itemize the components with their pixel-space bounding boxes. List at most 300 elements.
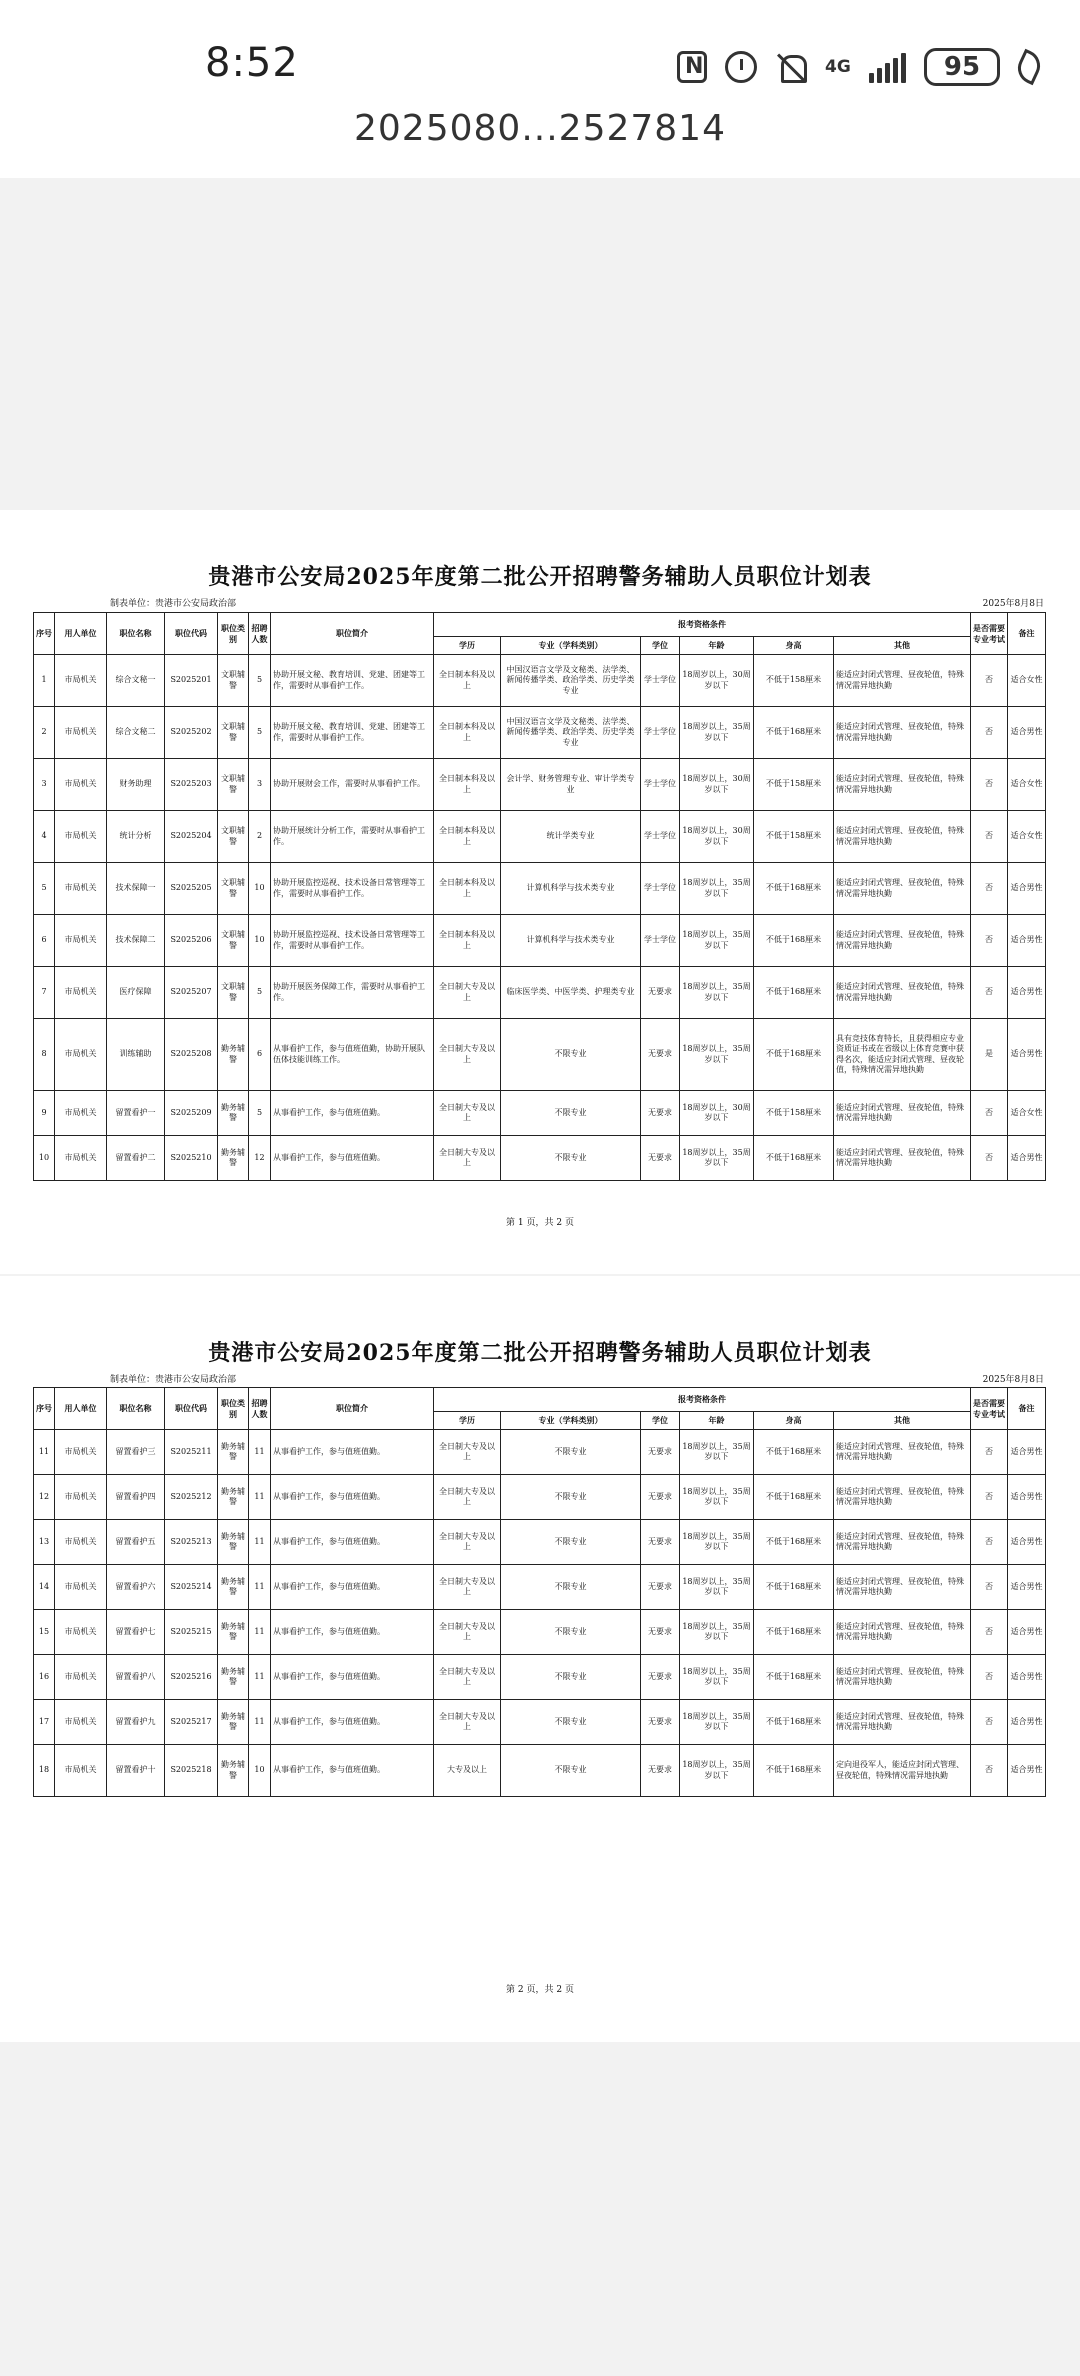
cell-age: 18周岁以上，35周岁以下: [680, 1019, 754, 1091]
cell-code: S2025218: [165, 1745, 218, 1797]
cell-education: 全日制本科及以上: [434, 811, 501, 863]
table-row: [34, 967, 1046, 1019]
viewer-background: [0, 178, 1080, 508]
signal-icon: [869, 51, 906, 83]
cell-education: 全日制大专及以上: [434, 1475, 501, 1520]
cell-major: 不限专业: [501, 1430, 641, 1475]
mute-icon: [775, 51, 807, 83]
cell-remark: 适合男性: [1008, 1136, 1046, 1181]
header-height: 身高: [754, 1412, 834, 1430]
cell-seq: 4: [34, 811, 55, 863]
cell-remark: 适合女性: [1008, 1091, 1046, 1136]
cell-major: 不限专业: [501, 1610, 641, 1655]
cell-code: S2025210: [165, 1136, 218, 1181]
cell-exam: 否: [971, 1430, 1008, 1475]
cell-education: 全日制大专及以上: [434, 1091, 501, 1136]
cell-age: 18周岁以上，35周岁以下: [680, 967, 754, 1019]
cell-major: 不限专业: [501, 1520, 641, 1565]
cell-category: 勤务辅警: [218, 1430, 249, 1475]
cell-category: 文职辅警: [218, 707, 249, 759]
cell-name: 技术保障一: [107, 863, 165, 915]
cell-seq: 7: [34, 967, 55, 1019]
cell-category: 勤务辅警: [218, 1520, 249, 1565]
cell-other: 能适应封闭式管理、昼夜轮值，特殊情况需异地执勤: [834, 863, 971, 915]
table-row: [34, 1136, 1046, 1181]
header-intro: 职位简介: [271, 613, 434, 655]
cell-seq: 9: [34, 1091, 55, 1136]
cell-other: 能适应封闭式管理、昼夜轮值，特殊情况需异地执勤: [834, 759, 971, 811]
cell-remark: 适合男性: [1008, 1520, 1046, 1565]
header-employer: 用人单位: [55, 1388, 107, 1430]
cell-exam: 否: [971, 915, 1008, 967]
table-row: [34, 915, 1046, 967]
table-row: [34, 863, 1046, 915]
cell-intro: 协助开展文秘、教育培训、党建、团建等工作，需要时从事看护工作。: [271, 655, 434, 707]
document-page-1: [0, 510, 1080, 1274]
cell-height: 不低于158厘米: [754, 811, 834, 863]
cell-degree: 无要求: [641, 1430, 680, 1475]
cell-education: 全日制本科及以上: [434, 655, 501, 707]
cell-employer: 市局机关: [55, 1745, 107, 1797]
cell-name: 训练辅助: [107, 1019, 165, 1091]
cell-count: 2: [249, 811, 271, 863]
table-row: [34, 1565, 1046, 1610]
cell-intro: 从事看护工作，参与值班值勤。: [271, 1430, 434, 1475]
cell-count: 10: [249, 1745, 271, 1797]
cell-height: 不低于168厘米: [754, 1430, 834, 1475]
cell-intro: 从事看护工作，参与值班值勤。: [271, 1091, 434, 1136]
cell-other: 能适应封闭式管理、昼夜轮值，特殊情况需异地执勤: [834, 655, 971, 707]
cell-education: 全日制本科及以上: [434, 915, 501, 967]
cell-education: 全日制大专及以上: [434, 1019, 501, 1091]
cell-seq: 11: [34, 1430, 55, 1475]
cell-remark: 适合男性: [1008, 1430, 1046, 1475]
cell-count: 11: [249, 1475, 271, 1520]
cell-employer: 市局机关: [55, 1520, 107, 1565]
cell-age: 18周岁以上，30周岁以下: [680, 811, 754, 863]
battery-icon: 95: [924, 48, 1000, 86]
cell-degree: 学士学位: [641, 811, 680, 863]
cell-employer: 市局机关: [55, 1700, 107, 1745]
header-remark: 备注: [1008, 613, 1046, 655]
cell-count: 11: [249, 1700, 271, 1745]
cell-count: 6: [249, 1019, 271, 1091]
viewer-background: [0, 2042, 1080, 2376]
cell-name: 留置看护一: [107, 1091, 165, 1136]
cell-employer: 市局机关: [55, 707, 107, 759]
header-requirements: 报考资格条件: [434, 1388, 971, 1412]
cell-degree: 无要求: [641, 1019, 680, 1091]
cell-code: S2025204: [165, 811, 218, 863]
cell-seq: 17: [34, 1700, 55, 1745]
cell-seq: 16: [34, 1655, 55, 1700]
issuing-unit: 制表单位：贵港市公安局政治部: [110, 599, 237, 609]
document-page-2: [0, 1276, 1080, 2042]
header-intro: 职位简介: [271, 1388, 434, 1430]
cell-other: 能适应封闭式管理、昼夜轮值，特殊情况需异地执勤: [834, 707, 971, 759]
cell-education: 全日制大专及以上: [434, 1610, 501, 1655]
cell-age: 18周岁以上，35周岁以下: [680, 707, 754, 759]
cell-exam: 是: [971, 1019, 1008, 1091]
header-position-code: 职位代码: [165, 1388, 218, 1430]
cell-name: 统计分析: [107, 811, 165, 863]
cell-name: 综合文秘一: [107, 655, 165, 707]
cell-remark: 适合男性: [1008, 707, 1046, 759]
cell-height: 不低于158厘米: [754, 655, 834, 707]
cell-age: 18周岁以上，35周岁以下: [680, 1430, 754, 1475]
cell-employer: 市局机关: [55, 863, 107, 915]
header-count: 招聘人数: [249, 1388, 271, 1430]
cell-category: 文职辅警: [218, 759, 249, 811]
cell-name: 留置看护五: [107, 1520, 165, 1565]
document-title: 贵港市公安局2025年度第二批公开招聘警务辅助人员职位计划表: [208, 1340, 872, 1366]
cell-count: 3: [249, 759, 271, 811]
cell-age: 18周岁以上，35周岁以下: [680, 1520, 754, 1565]
cell-major: 临床医学类、中医学类、护理类专业: [501, 967, 641, 1019]
cell-name: 留置看护七: [107, 1610, 165, 1655]
header-employer: 用人单位: [55, 613, 107, 655]
cell-major: 计算机科学与技术类专业: [501, 915, 641, 967]
cell-employer: 市局机关: [55, 1655, 107, 1700]
cell-seq: 2: [34, 707, 55, 759]
cell-remark: 适合男性: [1008, 915, 1046, 967]
cell-major: 不限专业: [501, 1019, 641, 1091]
leaf-icon: [1013, 49, 1046, 85]
table-row: [34, 1520, 1046, 1565]
header-seq: 序号: [34, 1388, 55, 1430]
cell-other: 能适应封闭式管理、昼夜轮值，特殊情况需异地执勤: [834, 1520, 971, 1565]
cell-remark: 适合男性: [1008, 1745, 1046, 1797]
header-exam: 是否需要专业考试: [971, 613, 1008, 655]
cell-seq: 14: [34, 1565, 55, 1610]
position-table: [33, 612, 1046, 1181]
cell-count: 5: [249, 967, 271, 1019]
table-row: [34, 1700, 1046, 1745]
cell-code: S2025209: [165, 1091, 218, 1136]
header-age: 年龄: [680, 1412, 754, 1430]
cell-intro: 从事看护工作，参与值班值勤。: [271, 1655, 434, 1700]
header-major: 专业（学科类别）: [501, 1412, 641, 1430]
page-footer: 第 1 页，共 2 页: [506, 1218, 574, 1228]
header-category: 职位类别: [218, 613, 249, 655]
cell-code: S2025206: [165, 915, 218, 967]
cell-count: 11: [249, 1520, 271, 1565]
cell-major: 不限专业: [501, 1655, 641, 1700]
cell-intro: 从事看护工作，参与值班值勤。: [271, 1475, 434, 1520]
cell-education: 全日制大专及以上: [434, 1430, 501, 1475]
cell-name: 留置看护三: [107, 1430, 165, 1475]
cell-count: 11: [249, 1565, 271, 1610]
cell-code: S2025205: [165, 863, 218, 915]
cell-intro: 协助开展统计分析工作，需要时从事看护工作。: [271, 811, 434, 863]
cell-exam: 否: [971, 863, 1008, 915]
cell-exam: 否: [971, 1610, 1008, 1655]
cell-intro: 从事看护工作，参与值班值勤，协助开展队伍体技能训练工作。: [271, 1019, 434, 1091]
cell-other: 具有竞技体育特长，且获得相应专业资质证书或在省级以上体育竞赛中获得名次，能适应封闭式管理、昼夜轮值，特殊情况需异地执勤: [834, 1019, 971, 1091]
header-other: 其他: [834, 637, 971, 655]
cell-name: 留置看护八: [107, 1655, 165, 1700]
cell-remark: 适合女性: [1008, 655, 1046, 707]
cell-count: 10: [249, 915, 271, 967]
cell-count: 11: [249, 1655, 271, 1700]
cell-category: 勤务辅警: [218, 1136, 249, 1181]
cell-code: S2025213: [165, 1520, 218, 1565]
cell-employer: 市局机关: [55, 1136, 107, 1181]
cell-name: 留置看护十: [107, 1745, 165, 1797]
cell-education: 大专及以上: [434, 1745, 501, 1797]
cell-degree: 学士学位: [641, 863, 680, 915]
table-row: [34, 707, 1046, 759]
cell-exam: 否: [971, 1745, 1008, 1797]
cell-major: 会计学、财务管理专业、审计学类专业: [501, 759, 641, 811]
document-title: 贵港市公安局2025年度第二批公开招聘警务辅助人员职位计划表: [208, 564, 872, 590]
cell-employer: 市局机关: [55, 1565, 107, 1610]
cell-seq: 10: [34, 1136, 55, 1181]
cell-seq: 1: [34, 655, 55, 707]
cell-other: 能适应封闭式管理、昼夜轮值，特殊情况需异地执勤: [834, 1091, 971, 1136]
cell-code: S2025212: [165, 1475, 218, 1520]
cell-other: 能适应封闭式管理、昼夜轮值，特殊情况需异地执勤: [834, 1700, 971, 1745]
cell-category: 文职辅警: [218, 967, 249, 1019]
cell-height: 不低于168厘米: [754, 1565, 834, 1610]
header-exam: 是否需要专业考试: [971, 1388, 1008, 1430]
cell-intro: 从事看护工作，参与值班值勤。: [271, 1136, 434, 1181]
cell-name: 留置看护四: [107, 1475, 165, 1520]
cell-major: 不限专业: [501, 1136, 641, 1181]
cell-degree: 无要求: [641, 1610, 680, 1655]
cell-exam: 否: [971, 1565, 1008, 1610]
table-row: [34, 1475, 1046, 1520]
status-time: 8:52: [205, 40, 299, 86]
cell-remark: 适合男性: [1008, 1700, 1046, 1745]
cell-exam: 否: [971, 1091, 1008, 1136]
cell-intro: 从事看护工作，参与值班值勤。: [271, 1745, 434, 1797]
cell-name: 留置看护九: [107, 1700, 165, 1745]
cell-seq: 6: [34, 915, 55, 967]
cell-employer: 市局机关: [55, 1019, 107, 1091]
cell-other: 能适应封闭式管理、昼夜轮值，特殊情况需异地执勤: [834, 1610, 971, 1655]
cell-exam: 否: [971, 759, 1008, 811]
cell-employer: 市局机关: [55, 915, 107, 967]
status-bar: [0, 0, 1080, 118]
cell-name: 财务助理: [107, 759, 165, 811]
cell-degree: 无要求: [641, 967, 680, 1019]
cell-other: 定向退役军人，能适应封闭式管理、昼夜轮值，特殊情况需异地执勤: [834, 1745, 971, 1797]
cell-exam: 否: [971, 707, 1008, 759]
cell-major: 不限专业: [501, 1745, 641, 1797]
header-education: 学历: [434, 637, 501, 655]
cell-intro: 从事看护工作，参与值班值勤。: [271, 1700, 434, 1745]
cell-education: 全日制大专及以上: [434, 1655, 501, 1700]
table-row: [34, 1430, 1046, 1475]
cell-employer: 市局机关: [55, 811, 107, 863]
cell-degree: 无要求: [641, 1520, 680, 1565]
cell-category: 文职辅警: [218, 655, 249, 707]
cell-employer: 市局机关: [55, 1610, 107, 1655]
alarm-icon: [725, 51, 757, 83]
cell-education: 全日制大专及以上: [434, 1520, 501, 1565]
cell-remark: 适合男性: [1008, 1019, 1046, 1091]
table-body-page-1: [34, 655, 1046, 1181]
cell-name: 综合文秘二: [107, 707, 165, 759]
cell-seq: 3: [34, 759, 55, 811]
cell-seq: 8: [34, 1019, 55, 1091]
cell-age: 18周岁以上，30周岁以下: [680, 655, 754, 707]
cell-code: S2025201: [165, 655, 218, 707]
header-education: 学历: [434, 1412, 501, 1430]
cell-major: 中国汉语言文学及文秘类、法学类、新闻传播学类、政治学类、历史学类专业: [501, 707, 641, 759]
cell-intro: 协助开展监控巡视、技术设备日常管理等工作，需要时从事看护工作。: [271, 915, 434, 967]
cell-major: 不限专业: [501, 1091, 641, 1136]
header-category: 职位类别: [218, 1388, 249, 1430]
header-age: 年龄: [680, 637, 754, 655]
cell-employer: 市局机关: [55, 1091, 107, 1136]
cell-name: 留置看护六: [107, 1565, 165, 1610]
cell-count: 5: [249, 655, 271, 707]
header-position-name: 职位名称: [107, 613, 165, 655]
cell-remark: 适合男性: [1008, 863, 1046, 915]
cell-height: 不低于168厘米: [754, 707, 834, 759]
cell-employer: 市局机关: [55, 655, 107, 707]
status-icons: [677, 48, 1040, 86]
cell-exam: 否: [971, 811, 1008, 863]
cell-degree: 无要求: [641, 1565, 680, 1610]
cell-height: 不低于168厘米: [754, 1655, 834, 1700]
cell-height: 不低于168厘米: [754, 1019, 834, 1091]
file-name[interactable]: 2025080...2527814: [354, 108, 726, 149]
cell-code: S2025214: [165, 1565, 218, 1610]
header-position-code: 职位代码: [165, 613, 218, 655]
cell-other: 能适应封闭式管理、昼夜轮值，特殊情况需异地执勤: [834, 1565, 971, 1610]
cell-intro: 从事看护工作，参与值班值勤。: [271, 1565, 434, 1610]
cell-age: 18周岁以上，35周岁以下: [680, 1610, 754, 1655]
cell-count: 11: [249, 1610, 271, 1655]
cell-other: 能适应封闭式管理、昼夜轮值，特殊情况需异地执勤: [834, 1655, 971, 1700]
cell-code: S2025217: [165, 1700, 218, 1745]
cell-remark: 适合男性: [1008, 967, 1046, 1019]
cell-code: S2025215: [165, 1610, 218, 1655]
cell-education: 全日制本科及以上: [434, 759, 501, 811]
cell-degree: 学士学位: [641, 655, 680, 707]
cell-category: 文职辅警: [218, 863, 249, 915]
cell-degree: 无要求: [641, 1745, 680, 1797]
table-row: [34, 1655, 1046, 1700]
cell-height: 不低于168厘米: [754, 1136, 834, 1181]
cell-remark: 适合男性: [1008, 1655, 1046, 1700]
cell-age: 18周岁以上，35周岁以下: [680, 1475, 754, 1520]
header-seq: 序号: [34, 613, 55, 655]
cell-major: 中国汉语言文学及文秘类、法学类、新闻传播学类、政治学类、历史学类专业: [501, 655, 641, 707]
cell-category: 勤务辅警: [218, 1091, 249, 1136]
cell-height: 不低于168厘米: [754, 1745, 834, 1797]
document-date: 2025年8月8日: [982, 599, 1044, 609]
cell-height: 不低于168厘米: [754, 1475, 834, 1520]
cell-seq: 12: [34, 1475, 55, 1520]
cell-count: 12: [249, 1136, 271, 1181]
cell-employer: 市局机关: [55, 1475, 107, 1520]
cell-count: 5: [249, 707, 271, 759]
nfc-icon: [677, 51, 707, 83]
header-count: 招聘人数: [249, 613, 271, 655]
cell-other: 能适应封闭式管理、昼夜轮值，特殊情况需异地执勤: [834, 1475, 971, 1520]
cell-age: 18周岁以上，30周岁以下: [680, 1091, 754, 1136]
cell-category: 勤务辅警: [218, 1610, 249, 1655]
cell-code: S2025202: [165, 707, 218, 759]
cell-name: 医疗保障: [107, 967, 165, 1019]
cell-exam: 否: [971, 1655, 1008, 1700]
cell-remark: 适合男性: [1008, 1610, 1046, 1655]
cell-seq: 15: [34, 1610, 55, 1655]
cell-age: 18周岁以上，35周岁以下: [680, 1655, 754, 1700]
cell-intro: 协助开展文秘、教育培训、党建、团建等工作，需要时从事看护工作。: [271, 707, 434, 759]
cell-intro: 协助开展财会工作，需要时从事看护工作。: [271, 759, 434, 811]
cell-degree: 无要求: [641, 1655, 680, 1700]
cell-other: 能适应封闭式管理、昼夜轮值，特殊情况需异地执勤: [834, 811, 971, 863]
cell-major: 统计学类专业: [501, 811, 641, 863]
cell-code: S2025203: [165, 759, 218, 811]
cell-category: 文职辅警: [218, 915, 249, 967]
cell-height: 不低于168厘米: [754, 863, 834, 915]
table-row: [34, 1745, 1046, 1797]
cell-intro: 从事看护工作，参与值班值勤。: [271, 1520, 434, 1565]
header-degree: 学位: [641, 1412, 680, 1430]
cell-education: 全日制本科及以上: [434, 707, 501, 759]
cell-height: 不低于168厘米: [754, 915, 834, 967]
cell-category: 勤务辅警: [218, 1745, 249, 1797]
cell-major: 不限专业: [501, 1565, 641, 1610]
cell-education: 全日制本科及以上: [434, 863, 501, 915]
cell-employer: 市局机关: [55, 1430, 107, 1475]
cell-height: 不低于168厘米: [754, 1520, 834, 1565]
cell-category: 文职辅警: [218, 811, 249, 863]
cell-category: 勤务辅警: [218, 1655, 249, 1700]
cell-degree: 无要求: [641, 1700, 680, 1745]
cell-degree: 无要求: [641, 1475, 680, 1520]
table-body-page-2: [34, 1430, 1046, 1797]
cell-intro: 协助开展医务保障工作，需要时从事看护工作。: [271, 967, 434, 1019]
issuing-unit: 制表单位：贵港市公安局政治部: [110, 1375, 237, 1385]
header-height: 身高: [754, 637, 834, 655]
cell-seq: 13: [34, 1520, 55, 1565]
cell-count: 5: [249, 1091, 271, 1136]
cell-age: 18周岁以上，35周岁以下: [680, 915, 754, 967]
file-title-bar: [0, 108, 1080, 178]
cell-height: 不低于168厘米: [754, 1700, 834, 1745]
cell-degree: 无要求: [641, 1136, 680, 1181]
cell-education: 全日制大专及以上: [434, 967, 501, 1019]
header-major: 专业（学科类别）: [501, 637, 641, 655]
table-row: [34, 1091, 1046, 1136]
cell-degree: 学士学位: [641, 707, 680, 759]
cell-remark: 适合女性: [1008, 759, 1046, 811]
cell-exam: 否: [971, 1520, 1008, 1565]
header-degree: 学位: [641, 637, 680, 655]
cell-exam: 否: [971, 1136, 1008, 1181]
table-row: [34, 655, 1046, 707]
cell-remark: 适合男性: [1008, 1565, 1046, 1610]
cell-code: S2025208: [165, 1019, 218, 1091]
cell-education: 全日制大专及以上: [434, 1136, 501, 1181]
cell-category: 勤务辅警: [218, 1019, 249, 1091]
cell-intro: 协助开展监控巡视、技术设备日常管理等工作，需要时从事看护工作。: [271, 863, 434, 915]
table-row: [34, 1019, 1046, 1091]
document-date: 2025年8月8日: [982, 1375, 1044, 1385]
cell-name: 留置看护二: [107, 1136, 165, 1181]
cell-age: 18周岁以上，30周岁以下: [680, 759, 754, 811]
cell-major: 不限专业: [501, 1700, 641, 1745]
cell-code: S2025216: [165, 1655, 218, 1700]
cell-intro: 从事看护工作，参与值班值勤。: [271, 1610, 434, 1655]
